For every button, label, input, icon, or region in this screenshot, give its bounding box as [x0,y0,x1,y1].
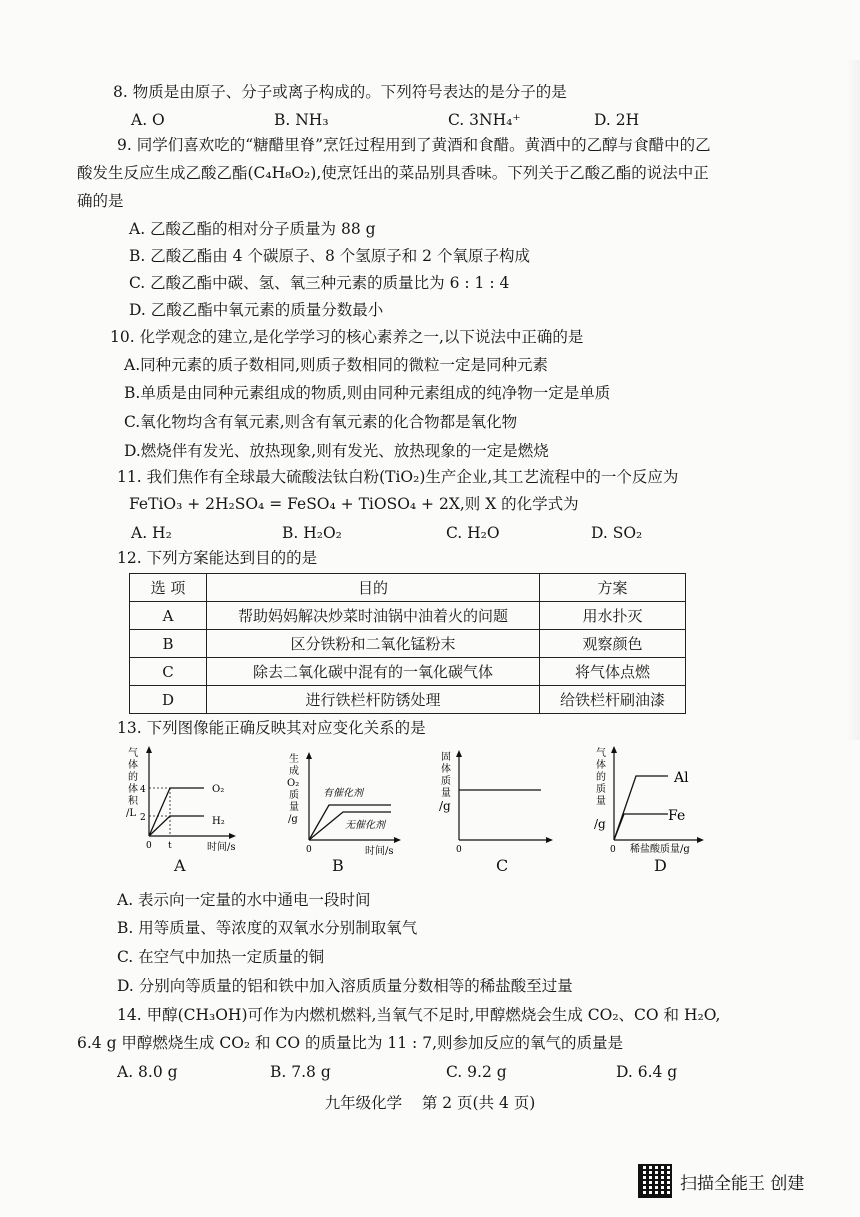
svg-text:量: 量 [289,802,299,813]
q12-stem: 12. 下列方案能达到目的的是 [117,549,318,567]
q9-stem-line3: 确的是 [77,192,124,210]
page-footer: 九年级化学 第 2 页(共 4 页) [324,1094,536,1112]
q11-stem-line2: FeTiO₃ + 2H₂SO₄ = FeSO₄ + TiOSO₄ + 2X,则 X 的化学式为 [129,495,579,513]
graph-a-xlabel: 时间/s [207,842,236,853]
q11-stem-line1: 11. 我们焦作有全球最大硫酸法钛白粉(TiO₂)生产企业,其工艺流程中的一个反应为 [117,468,679,486]
q8-option-c: C. 3NH₄⁺ [448,111,521,129]
graph-b-with-catalyst: 有催化剂 [323,788,363,799]
q8-option-a: A. O [131,111,165,129]
table-cell: 进行铁栏杆防锈处理 [207,686,540,714]
scan-edge-shadow [846,60,860,740]
graph-a-h2-label: H₂ [212,816,225,827]
q13-stem: 13. 下列图像能正确反映其对应变化关系的是 [117,719,426,737]
q10-option-c: C.氧化物均含有氧元素,则含有氧元素的化合物都是氧化物 [124,413,518,431]
table-row [130,658,686,686]
svg-text:O₂: O₂ [287,778,300,789]
table-cell: A [130,602,207,630]
q14-stem-line2: 6.4 g 甲醇燃烧生成 CO₂ 和 CO 的质量比为 11 : 7,则参加反应的氧气的质量是 [77,1034,623,1052]
svg-text:/L: /L [126,808,137,819]
q13-option-d: D. 分别向等质量的铝和铁中加入溶质质量分数相等的稀盐酸至过量 [117,977,573,995]
graph-d-origin: 0 [610,845,616,855]
svg-text:气: 气 [596,748,606,759]
svg-text:的: 的 [596,772,606,783]
graph-d [590,744,715,856]
q9-option-c: C. 乙酸乙酯中碳、氢、氧三种元素的质量比为 6 : 1 : 4 [129,274,510,292]
q8-option-b: B. NH₃ [274,111,329,129]
table-cell: B [130,630,207,658]
table-header: 目的 [207,574,540,602]
scanner-watermark [638,1159,860,1203]
graph-c [437,748,562,858]
graph-b-xlabel: 时间/s [365,846,394,857]
table-header-row [130,574,686,602]
q11-option-b: B. H₂O₂ [282,524,342,542]
svg-text:体: 体 [441,764,451,775]
q14-option-b: B. 7.8 g [270,1063,331,1081]
svg-text:固: 固 [441,752,451,763]
q11-option-d: D. SO₂ [591,524,643,542]
svg-text:质: 质 [289,790,299,801]
q10-option-a: A.同种元素的质子数相同,则质子数相同的微粒一定是同种元素 [124,356,549,374]
q13-option-c: C. 在空气中加热一定质量的铜 [117,948,325,966]
q9-option-b: B. 乙酸乙酯由 4 个碳原子、8 个氢原子和 2 个氧原子构成 [129,247,530,265]
table-cell: 用水扑灭 [540,602,686,630]
q10-option-d: D.燃烧伴有发光、放热现象,则有发光、放热现象的一定是燃烧 [124,442,549,460]
svg-text:积: 积 [128,796,138,807]
q9-stem-line2: 酸发生反应生成乙酸乙酯(C₄H₈O₂),使烹饪出的菜品别具香味。下列关于乙酸乙酯的说法中正 [77,164,709,182]
table-cell: 将气体点燃 [540,658,686,686]
q9-stem-line1: 9. 同学们喜欢吃的“糖醋里脊”烹饪过程用到了黄酒和食醋。黄酒中的乙醇与食醋中的乙 [117,136,711,154]
table-cell: 给铁栏杆刷油漆 [540,686,686,714]
svg-text:质: 质 [596,784,606,795]
table-cell: 帮助妈妈解决炒菜时油锅中油着火的问题 [207,602,540,630]
svg-text:体: 体 [596,760,606,771]
table-row [130,630,686,658]
graph-c-origin: 0 [456,845,462,855]
table-row [130,602,686,630]
table-cell: 区分铁粉和二氧化锰粉末 [207,630,540,658]
graph-d-al-label: Al [674,770,689,786]
svg-text:体: 体 [128,784,138,795]
graph-a-tick-4: 4 [140,785,146,795]
svg-text:质: 质 [441,776,451,787]
q14-stem-line1: 14. 甲醇(CH₃OH)可作为内燃机燃料,当氧气不足时,甲醇燃烧会生成 CO₂、CO 和 H₂O, [117,1006,721,1024]
table-cell: D [130,686,207,714]
q13-option-b: B. 用等质量、等浓度的双氧水分别制取氧气 [117,919,418,937]
graph-d-label: D [654,856,667,875]
q10-stem: 10. 化学观念的建立,是化学学习的核心素养之一,以下说法中正确的是 [110,328,584,346]
graph-d-xlabel: 稀盐酸质量/g [630,844,690,855]
table-cell: 除去二氧化碳中混有的一氧化碳气体 [207,658,540,686]
q14-option-d: D. 6.4 g [616,1063,678,1081]
graph-a-t-label: t [168,841,172,851]
table-header: 选 项 [130,574,207,602]
svg-text:成: 成 [289,766,299,777]
svg-text:/g: /g [288,814,298,825]
graph-a [120,744,245,854]
svg-text:/g: /g [439,799,451,813]
graph-a-tick-2: 2 [140,813,146,823]
graph-c-label: C [496,856,509,875]
graph-b-label: B [332,856,344,875]
q11-option-a: A. H₂ [131,524,172,542]
graph-b [285,750,415,860]
svg-text:量: 量 [441,788,451,799]
watermark-text: 扫描全能王 创建 [680,1173,805,1194]
q8-stem: 8. 物质是由原子、分子或离子构成的。下列符号表达的是分子的是 [113,83,567,101]
q9-option-d: D. 乙酸乙酯中氧元素的质量分数最小 [129,301,384,319]
graph-b-origin: 0 [306,845,312,855]
q11-option-c: C. H₂O [446,524,500,542]
graph-a-label: A [174,856,186,875]
table-header: 方案 [540,574,686,602]
table-cell: C [130,658,207,686]
graph-d-fe-label: Fe [668,808,686,824]
graph-a-origin: 0 [146,841,152,851]
table-row [130,686,686,714]
graph-b-no-catalyst: 无催化剂 [345,820,385,831]
svg-text:生: 生 [289,754,299,765]
q14-option-c: C. 9.2 g [446,1063,507,1081]
svg-text:体: 体 [128,760,138,771]
svg-text:/g: /g [594,817,606,831]
graph-a-ylabel-1: 气 [128,748,138,759]
q14-option-a: A. 8.0 g [117,1063,178,1081]
svg-text:量: 量 [596,796,606,807]
graph-a-o2-label: O₂ [212,784,225,795]
qr-code-icon [638,1164,672,1198]
q12-table [129,573,686,714]
table-cell: 观察颜色 [540,630,686,658]
svg-text:的: 的 [128,772,138,783]
q10-option-b: B.单质是由同种元素组成的物质,则由同种元素组成的纯净物一定是单质 [124,384,611,402]
q8-option-d: D. 2H [594,111,640,129]
q13-option-a: A. 表示向一定量的水中通电一段时间 [117,891,371,909]
q9-option-a: A. 乙酸乙酯的相对分子质量为 88 g [129,220,376,238]
